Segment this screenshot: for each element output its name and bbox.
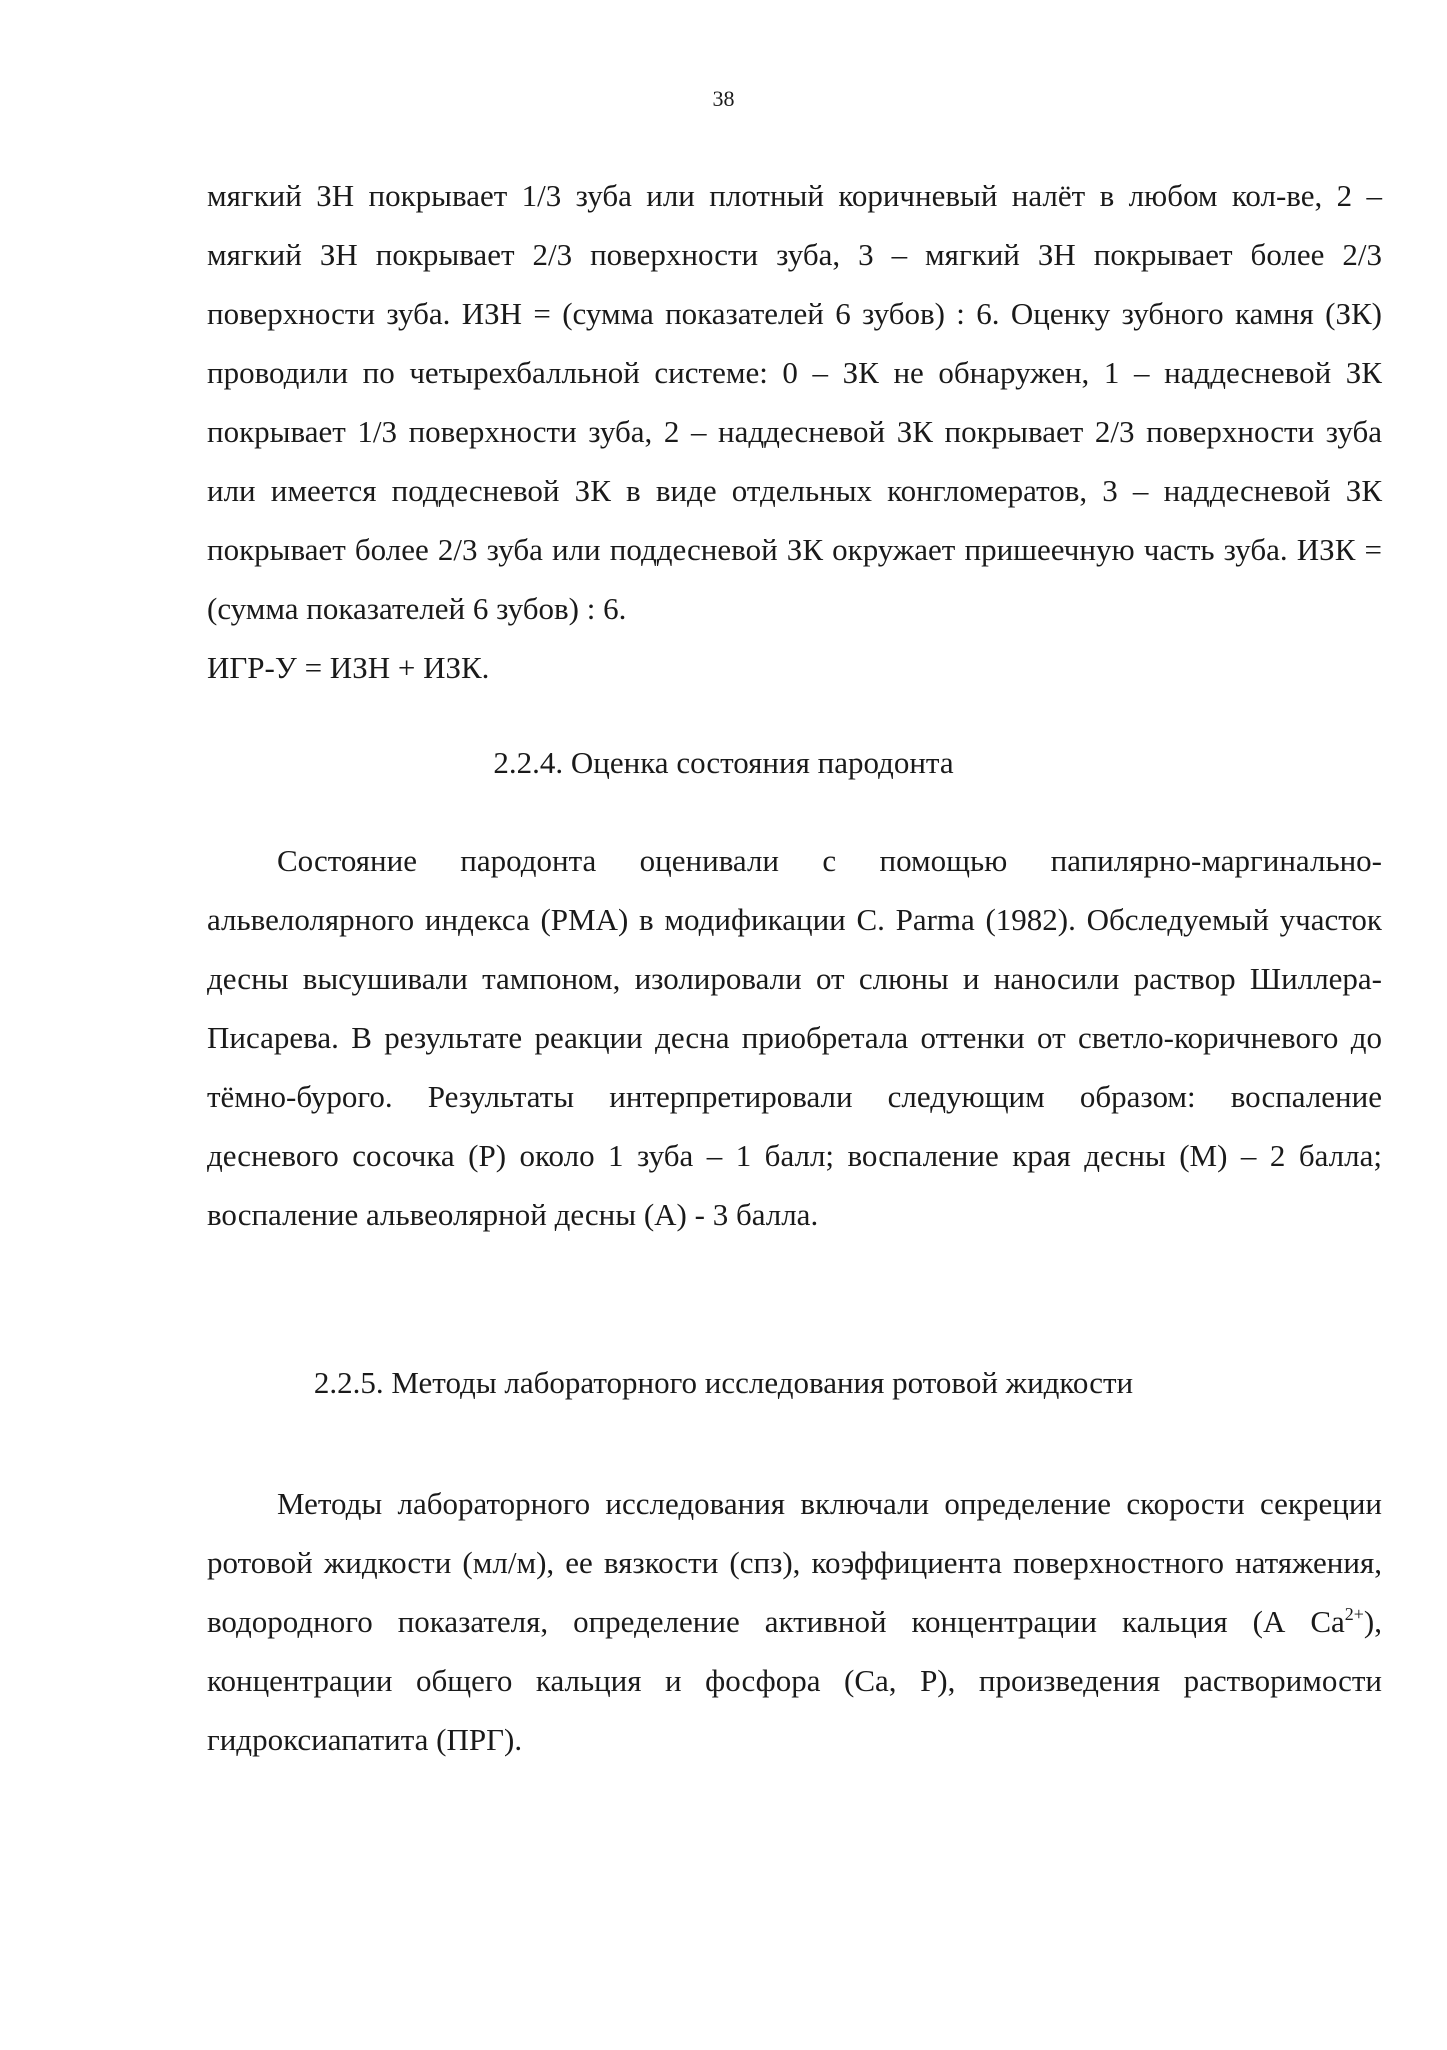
intro-text: мягкий ЗН покрывает 1/3 зуба или плотный коричневый налёт в любом кол-ве, 2 – мягкий ЗН покрывает 2/3 поверхности зуба, 3 – мягкий ЗН покрывает более 2/3 поверхности зуба. ИЗН = (сумма показателей 6 зубов) : 6. Оценку зубного камня (ЗК) проводили по четырехбалльной системе: 0 – ЗК не обнаружен, 1 – наддесневой ЗК покрывает 1/3 поверхности зуба, 2 – наддесневой ЗК покрывает 2/3 поверхности зуба или имеется поддесневой ЗК в виде отдельных конгломератов, 3 – наддесневой ЗК покрывает более 2/3 зуба или поддесневой ЗК окружает пришеечную часть зуба. ИЗК = (сумма показателей 6 зубов) : 6. — [207, 178, 1382, 626]
page-number: 38 — [712, 86, 735, 111]
igr-formula-line: ИГР-У = ИЗН + ИЗК. — [207, 650, 490, 685]
lab-methods-text — [207, 1474, 1382, 1769]
periodontium-paragraph — [207, 831, 1382, 1244]
section-heading-2-2-4: 2.2.4. Оценка состояния пародонта — [493, 745, 954, 780]
calcium-charge-superscript: 2+ — [1344, 1604, 1364, 1624]
intro-paragraph — [207, 166, 1382, 697]
periodontium-text: Состояние пародонта оценивали с помощью папилярно-маргинально-альвелолярного индекса (РМА) в модификации C. Parma (1982). Обследуемый участок десны высушивали тампоном, изолировали от слюны и наносили раствор Шиллера-Писарева. В результате реакции десна приобретала оттенки от светло-коричневого до тёмно-бурого. Результаты интерпретировали следующим образом: воспаление десневого сосочка (Р) около 1 зуба – 1 балл; воспаление края десны (М) – 2 балла; воспаление альвеолярной десны (А) - 3 балла. — [207, 843, 1382, 1232]
section-heading-2-2-5: 2.2.5. Методы лабораторного исследования ротовой жидкости — [313, 1365, 1134, 1400]
lab-methods-paragraph — [207, 1474, 1382, 1769]
lab-methods-text-part1: Методы лабораторного исследования включали определение скорости секреции ротовой жидкости (мл/м), ее вязкости (спз), коэффициента поверхностного натяжения, водородного показателя, определение активной концентрации кальция (А Са — [207, 1486, 1382, 1639]
lab-methods-text-part2: ), концентрации общего кальция и фосфора (Са, Р), произведения растворимости гидроксиапатита (ПРГ). — [207, 1604, 1382, 1757]
